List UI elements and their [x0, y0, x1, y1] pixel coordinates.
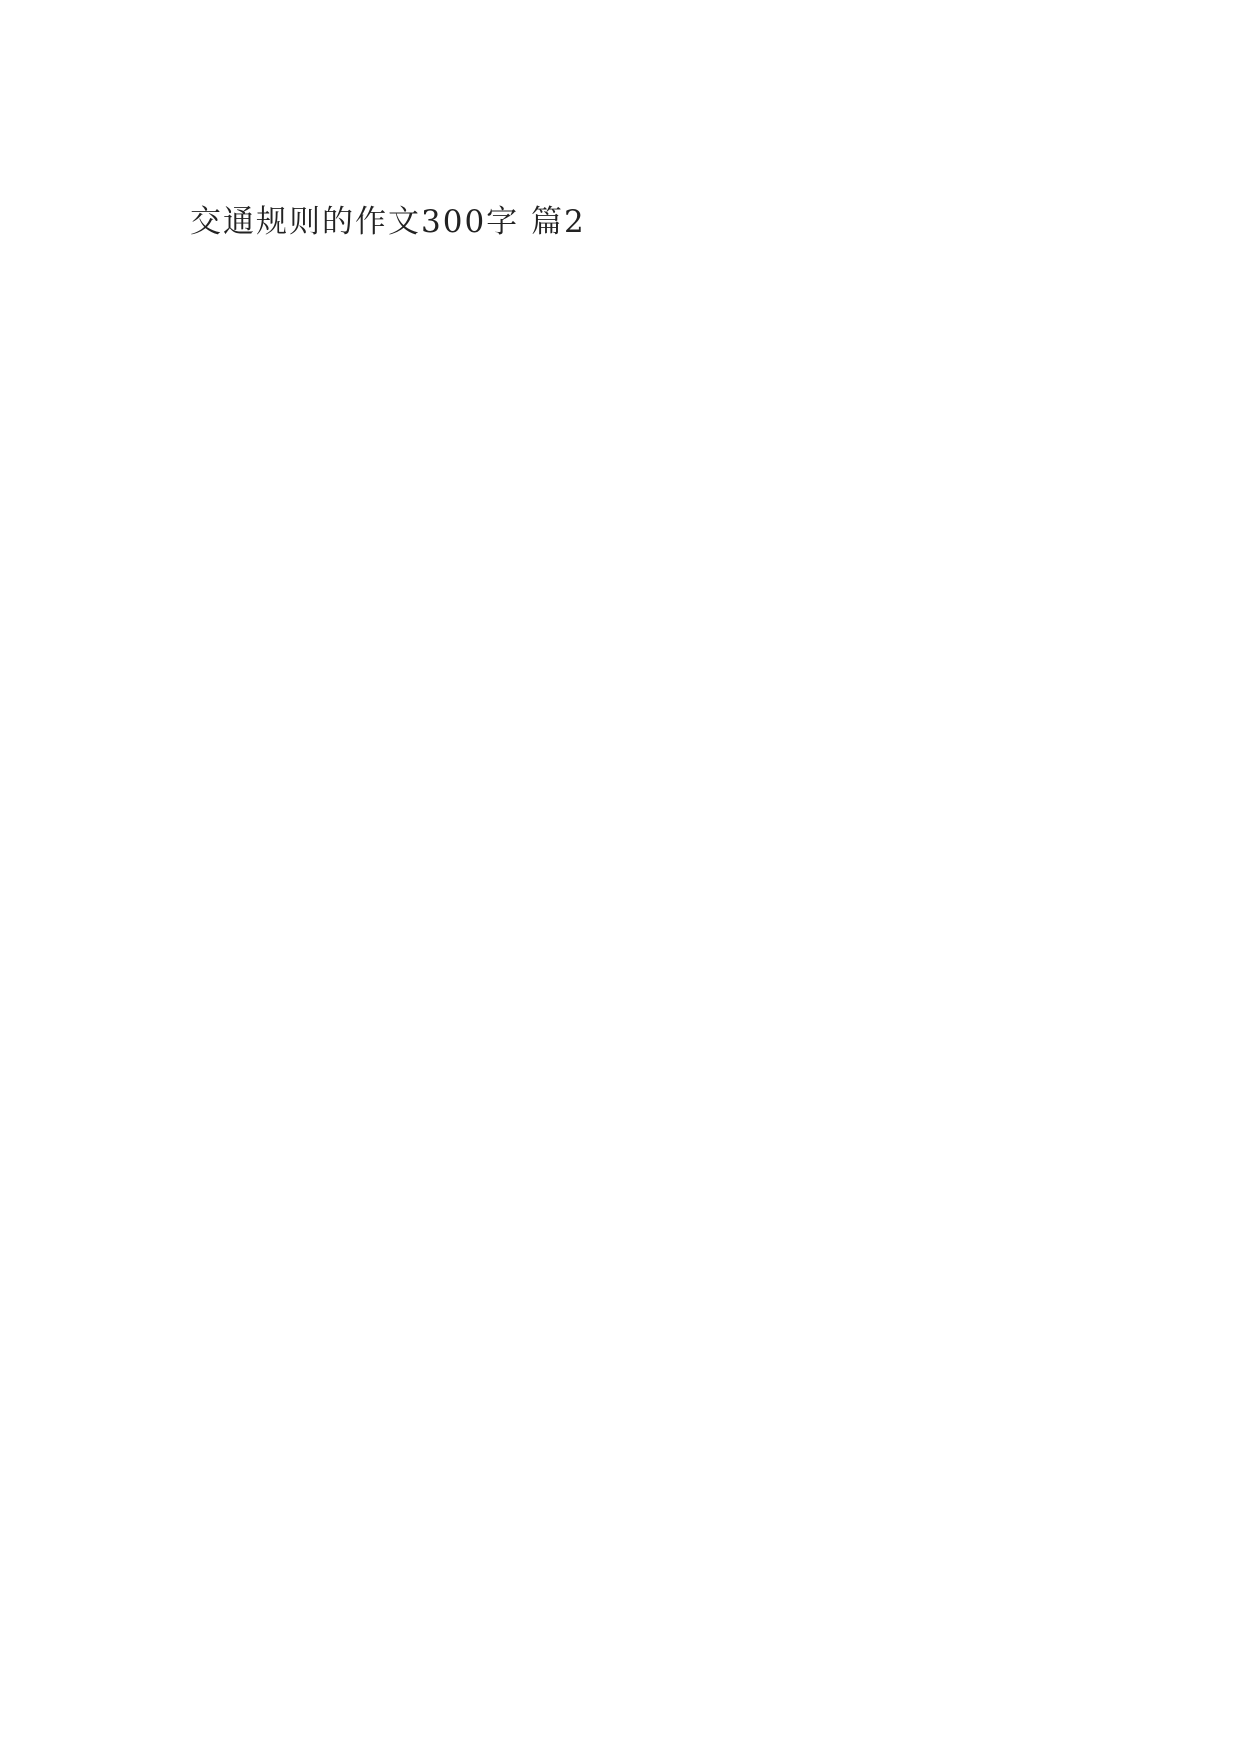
section-heading: 交通规则的作文300字 篇2	[190, 204, 586, 240]
document-page	[190, 138, 1070, 252]
